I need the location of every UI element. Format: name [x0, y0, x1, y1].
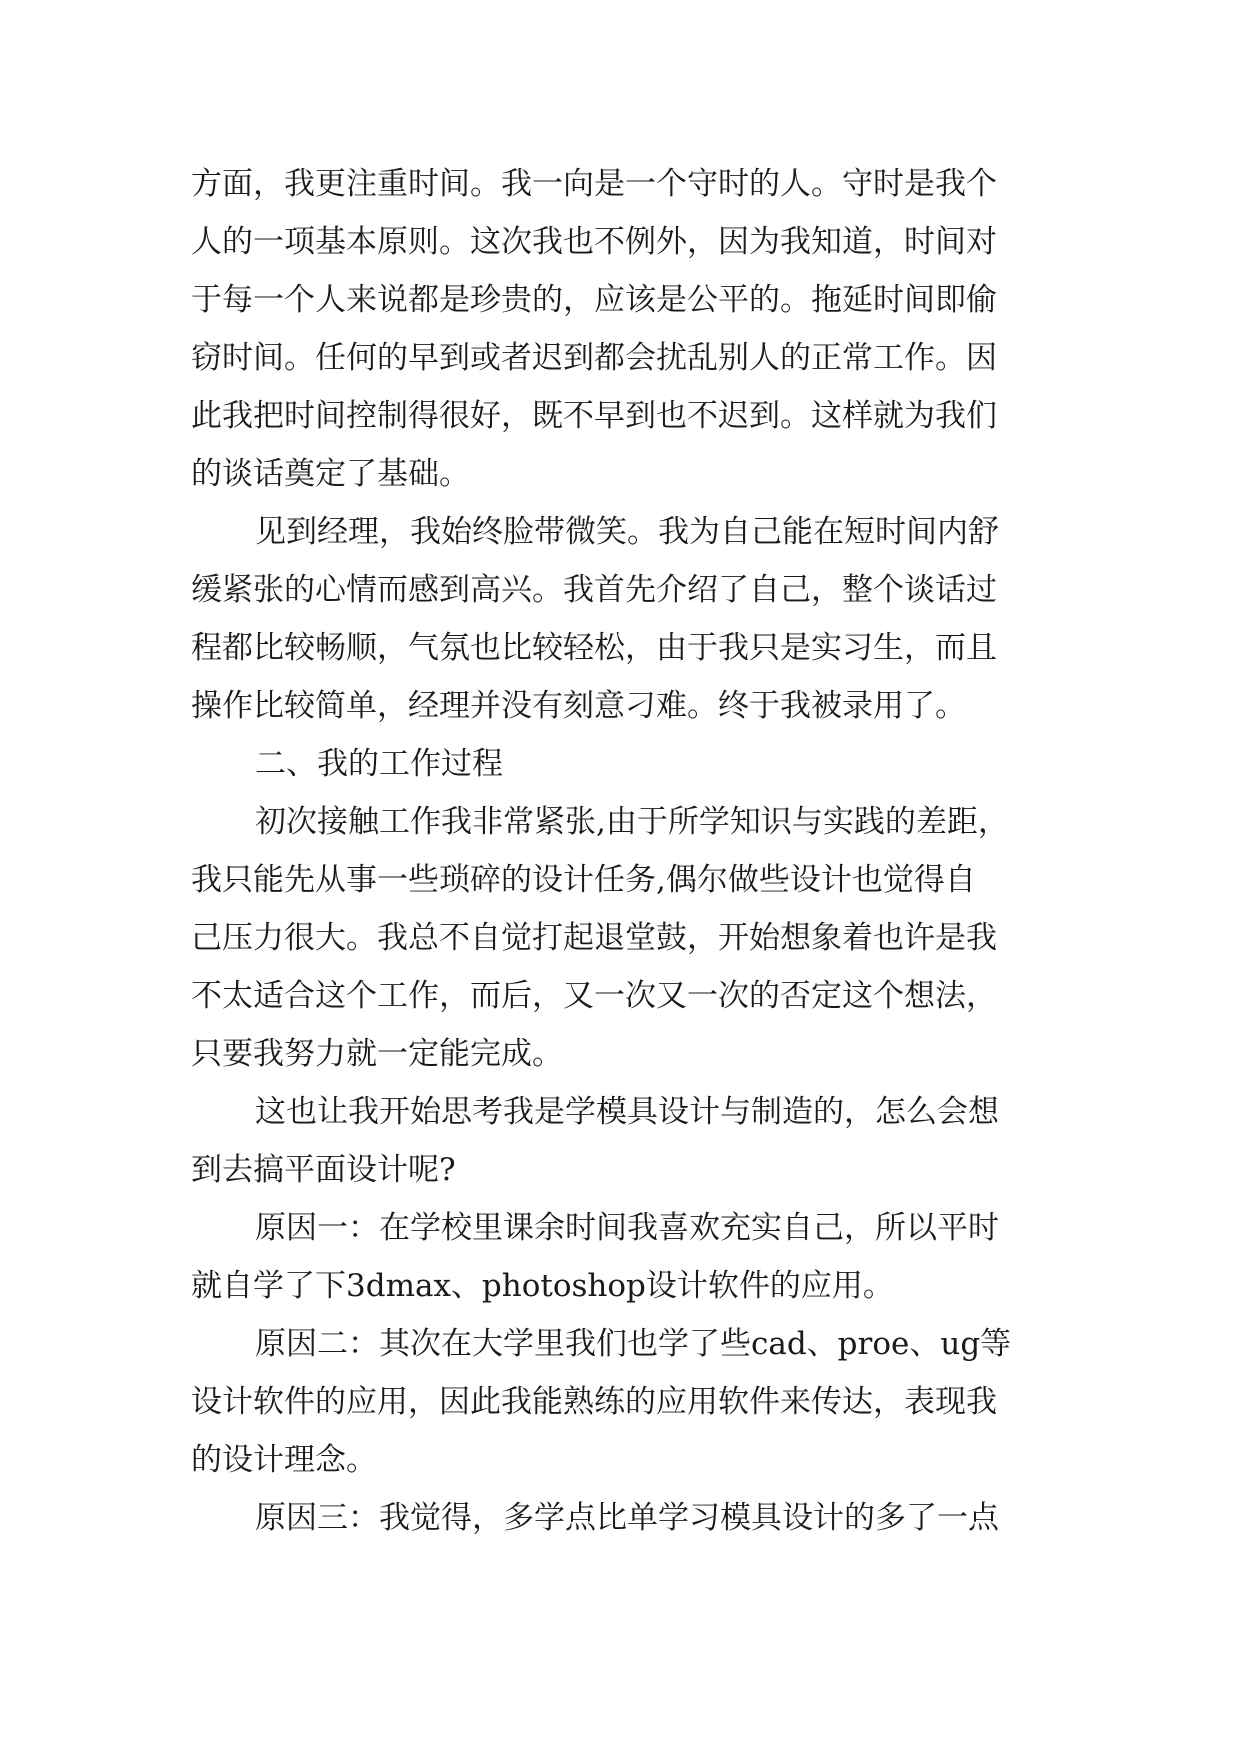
- text-line: 己压力很大。我总不自觉打起退堂鼓，开始想象着也许是我: [191, 920, 997, 956]
- text-line: 就自学了下3dmax、photoshop设计软件的应用。: [191, 1268, 894, 1304]
- text-line: 不太适合这个工作，而后，又一次又一次的否定这个想法，: [191, 978, 997, 1014]
- text-line: 设计软件的应用，因此我能熟练的应用软件来传达，表现我: [191, 1384, 997, 1420]
- paragraph-start-line: 这也让我开始思考我是学模具设计与制造的，怎么会想: [255, 1094, 999, 1130]
- document-body: [191, 155, 1071, 1547]
- section-heading: 二、我的工作过程: [255, 746, 503, 782]
- text-line: 方面，我更注重时间。我一向是一个守时的人。守时是我个: [191, 166, 997, 202]
- text-line: 操作比较简单，经理并没有刻意刁难。终于我被录用了。: [191, 688, 966, 724]
- text-line: 窃时间。任何的早到或者迟到都会扰乱别人的正常工作。因: [191, 340, 997, 376]
- text-line: 程都比较畅顺，气氛也比较轻松，由于我只是实习生，而且: [191, 630, 997, 666]
- text-line: 此我把时间控制得很好，既不早到也不迟到。这样就为我们: [191, 398, 997, 434]
- paragraph-start-line: 原因二：其次在大学里我们也学了些cad、proe、ug等: [255, 1326, 1012, 1362]
- text-line: 我只能先从事一些琐碎的设计任务,偶尔做些设计也觉得自: [191, 862, 976, 898]
- paragraph-start-line: 原因三：我觉得，多学点比单学习模具设计的多了一点: [255, 1500, 999, 1536]
- text-line: 到去搞平面设计呢?: [191, 1152, 456, 1188]
- text-line: 的谈话奠定了基础。: [191, 456, 470, 492]
- text-line: 缓紧张的心情而感到高兴。我首先介绍了自己，整个谈话过: [191, 572, 997, 608]
- text-line: 只要我努力就一定能完成。: [191, 1036, 563, 1072]
- text-line: 的设计理念。: [191, 1442, 377, 1478]
- text-line: 人的一项基本原则。这次我也不例外，因为我知道，时间对: [191, 224, 997, 260]
- paragraph-start-line: 原因一：在学校里课余时间我喜欢充实自己，所以平时: [255, 1210, 999, 1246]
- paragraph-start-line: 见到经理，我始终脸带微笑。我为自己能在短时间内舒: [255, 514, 999, 550]
- paragraph-start-line: 初次接触工作我非常紧张,由于所学知识与实践的差距，: [255, 804, 1009, 840]
- text-line: 于每一个人来说都是珍贵的，应该是公平的。拖延时间即偷: [191, 282, 997, 318]
